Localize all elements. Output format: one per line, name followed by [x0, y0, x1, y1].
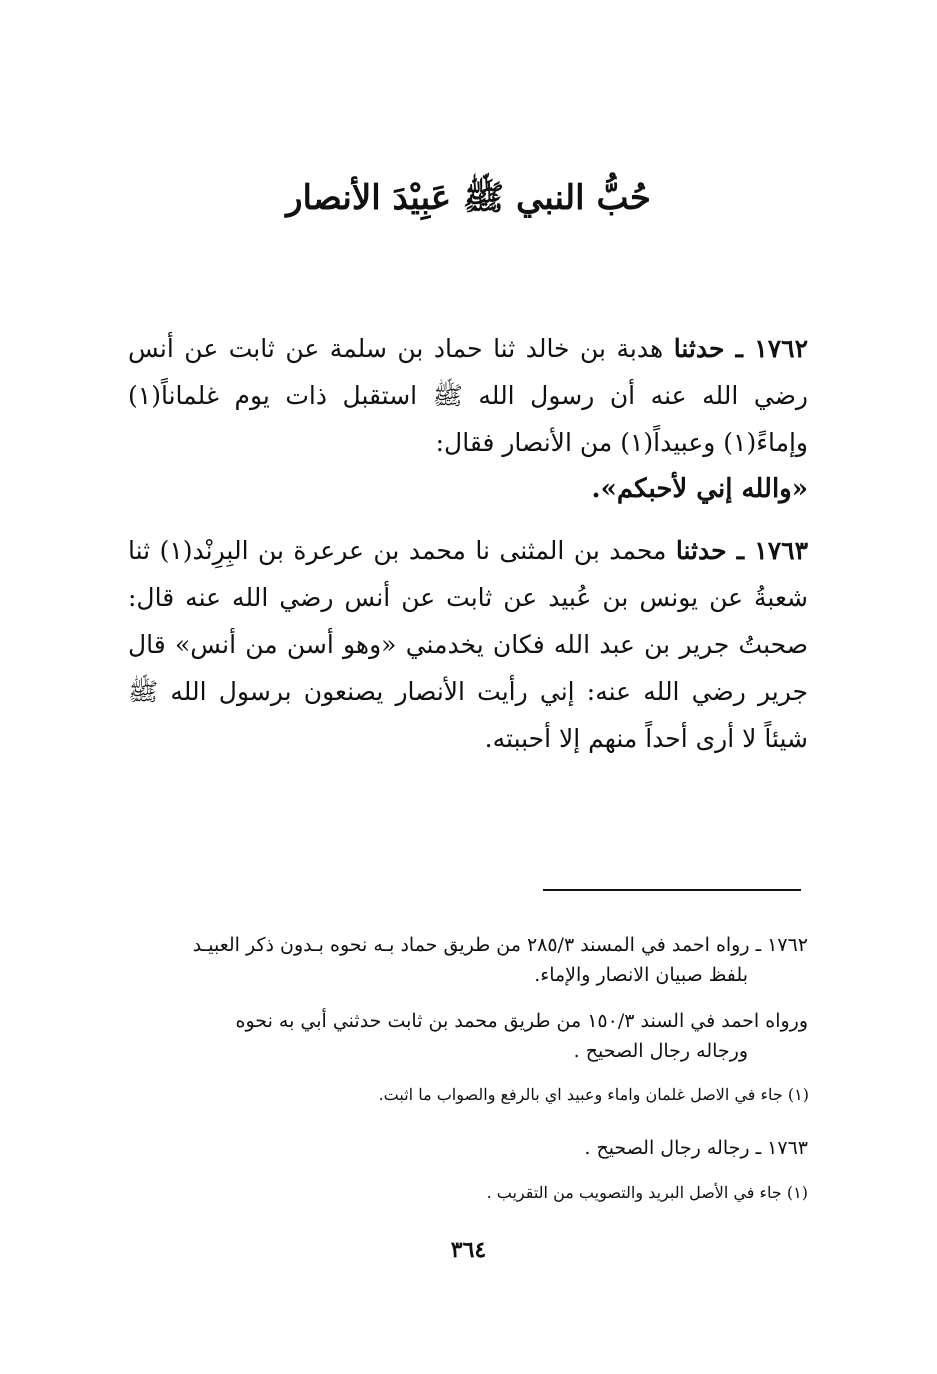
hadith-1762 [128, 325, 808, 513]
footnote-1763: ١٧٦٣ ـ رجاله رجال الصحيح . [584, 1137, 808, 1159]
hadith-lead: ١٧٦٢ ـ حدثنا [673, 334, 808, 363]
footnote-1762-second [128, 1006, 808, 1066]
footnote-divider [543, 889, 801, 891]
hadith-text: هدبة بن خالد ثنا حماد بن سلمة عن ثابت عن أنس رضي الله عنه أن رسول الله ﷺ استقبل ذات يوم غلماناً(١) وإماءً(١) وعبيداً(١) من الأنصار فقال: [128, 334, 808, 457]
footnote-1762-subnote: (١) جاء في الاصل غلمان واماء وعبيد اي بالرفع والصواب ما اثبت. [378, 1085, 809, 1104]
hadith-quote: «والله إني لأحبكم». [591, 474, 808, 504]
page-number: ٣٦٤ [450, 1237, 487, 1263]
footnote-line: بلفظ صبيان الانصار والإماء. [534, 964, 748, 986]
hadith-lead: ١٧٦٣ ـ حدثنا [675, 536, 809, 565]
hadith-1763 [128, 527, 808, 762]
footnote-line: ١٧٦٢ ـ رواه احمد في المسند ٢٨٥/٣ من طريق حماد بـه نحوه بـدون ذكر العبيـد [192, 934, 808, 956]
chapter-title: حُبُّ النبي ﷺ عَبِيْدَ الأنصار [286, 178, 651, 218]
footnote-1763-subnote: (١) جاء في الأصل البريد والتصويب من التقريب . [486, 1183, 808, 1202]
footnote-line: ورجاله رجال الصحيح . [573, 1040, 748, 1062]
footnote-1762 [128, 930, 808, 990]
footnote-line: ورواه احمد في السند ١٥٠/٣ من طريق محمد بن ثابت حدثني أبي به نحوه [235, 1010, 808, 1032]
hadith-text: محمد بن المثنى نا محمد بن عرعرة بن البِرِنْد(١) ثنا شعبةُ عن يونس بن عُبيد عن ثابت عن أنس رضي الله عنه قال: صحبتُ جرير بن عبد الله فكان يخدمني «وهو أسن من أنس» قال جرير رضي الله عنه: إني رأيت الأنصار يصنعون برسول الله ﷺ شيئاً لا أرى أحداً منهم إلا أحببته. [128, 536, 808, 753]
